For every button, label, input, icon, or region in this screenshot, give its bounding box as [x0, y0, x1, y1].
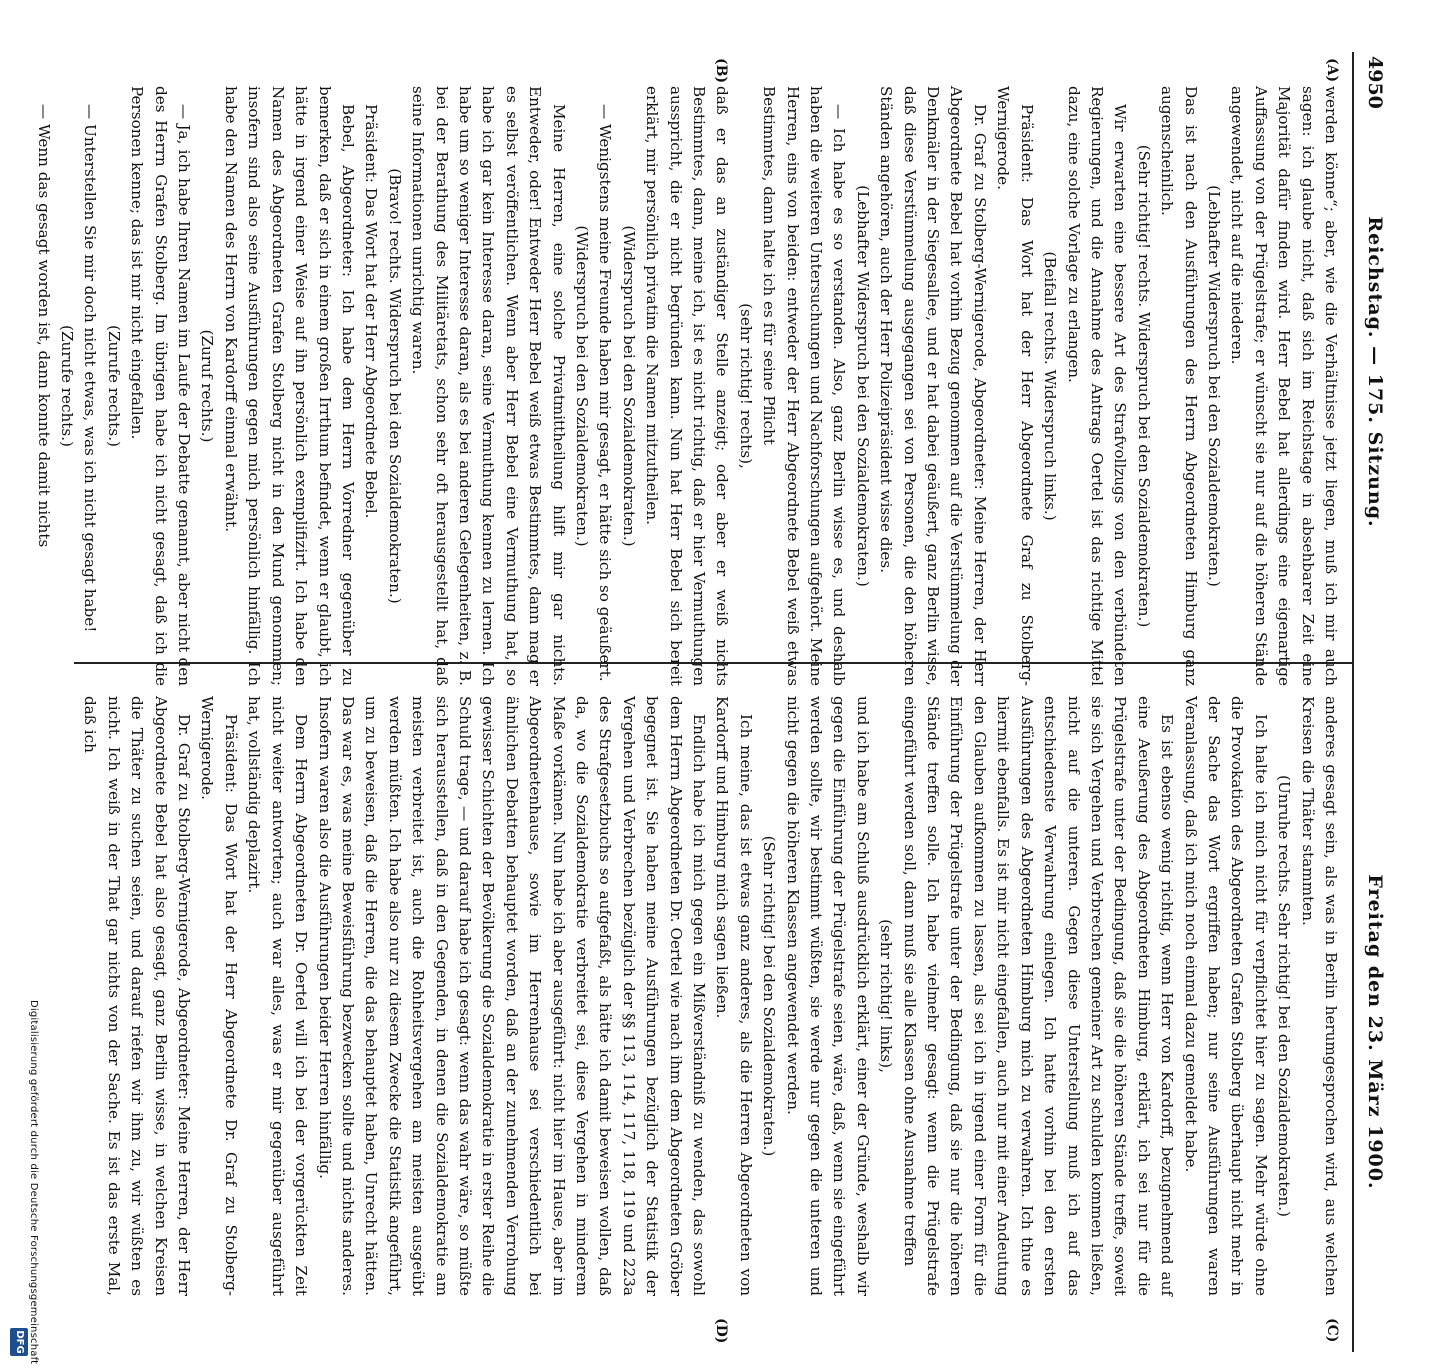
paragraph: und ich habe am Schluß ausdrücklich erklärt, einer der Gründe, weshalb wir gegen die Einführung der Prügelstrafe seien, wäre, daß, wenn sie eingeführt werden sollte, wir bestimmt wüßten, sie werde nur gegen die unteren und nicht gegen die höheren Klassen angewendet werden. [783, 696, 872, 1296]
margin-marker-d: (D) [713, 1318, 729, 1344]
paragraph: — Ich habe es so verstanden. Also, ganz Berlin wisse es, und deshalb haben die weiteren Untersuchungen und Nachforschungen aufgehört. Meine Herren, eins von beiden: entweder der Herr Abgeordnete Bebel weiß etwas Bestimmtes, dann halte ich es für seine Pflicht [760, 86, 849, 686]
paragraph: Präsident: Das Wort hat der Herr Abgeordnete Graf zu Stolberg-Wernigerode. [994, 86, 1036, 686]
page-header [1356, 52, 1386, 1190]
paragraph: Dem Herrn Abgeordneten Dr. Oertel will ich bei der vorgerückten Zeit nicht weiter antworten; auch war alles, was er mir gegenüber ausgeführt hat, vollständig deplazirt. [245, 696, 311, 1296]
session-title: Reichstag. — 175. Sitzung. [1364, 216, 1386, 528]
interjection: (Widerspruch bei den Sozialdemokraten.) [619, 225, 638, 547]
paragraph: — Unterstellen Sie mir doch nicht etwas, was ich nicht gesagt habe! [81, 104, 100, 633]
paragraph: Ich meine, das ist etwas ganz anderes, als die Herren Abgeordneten von Kardorff und Himburg mich sagen ließen. [713, 696, 755, 1296]
paragraph: Das ist nach den Ausführungen des Herrn Abgeordneten Himburg ganz augenscheinlich. [1158, 86, 1200, 686]
paragraph: — Wenigstens meine Freunde haben mir gesagt, er hätte sich so geäußert. [596, 104, 615, 682]
paragraph: Dr. Graf zu Stolberg-Wernigerode, Abgeordneter: Meine Herren, der Herr Abgeordnete Bebel hat also gesagt, ganz Berlin wisse, in welchen Kreisen die Thäter zu suchen seien, und darauf riefen wir ihm zu, wir wüßten es nicht. Ich weiß in der That gar nichts von der Sache. Es ist das erste Mal, daß ich [81, 696, 194, 1296]
interjection: (sehr richtig! rechts), [736, 303, 755, 469]
dfg-logo: DFG [10, 1328, 28, 1356]
page-number: 4950 [1364, 56, 1386, 109]
interjection: (Zuruf rechts.) [198, 329, 217, 443]
margin-marker-b: (B) [713, 58, 729, 84]
header-rule [1352, 52, 1354, 1352]
margin-marker-c: (C) [1324, 1318, 1340, 1343]
interjection: (Zurufe rechts.) [58, 325, 77, 447]
paragraph: — Ja, ich habe Ihren Namen im Laufe der Debatte genannt, aber nicht den des Herrn Grafen Stolberg. Im übrigen habe ich nicht gesagt, daß ich die Personen kenne; das ist mir nicht eingefallen. [128, 86, 194, 686]
paragraph: Bebel, Abgeordneter: Ich habe dem Herrn Vorredner gegenüber zu bemerken, daß er sich in einem großen Irrthum befindet, wenn er glaubt, ich hätte in irgend einer Weise auf ihn persönlich exemplifizirt. Ich habe den Namen des Abgeordneten Grafen Stolberg nicht in den Mund genommen; insofern sind also seine Ausführungen gegen mich persönlich hinfällig. Ich habe den Namen des Herrn von Kardorff einmal erwähnt. [221, 86, 357, 686]
interjection: (Sehr richtig! bei den Sozialdemokraten.) [760, 835, 779, 1157]
digitization-note: Digitalisierung gefördert durch die Deutsche Forschungsgemeinschaft [28, 1000, 39, 1365]
interjection: (Lebhafter Widerspruch bei den Sozialdemokraten.) [853, 185, 872, 587]
left-column [31, 86, 1342, 686]
margin-marker-a: (A) [1324, 58, 1340, 83]
paragraph: werden könne“; aber, wie die Verhältnisse jetzt liegen, muß ich mir auch sagen: ich glaube nicht, daß sich im Reichstage in absehbarer Zeit eine Majorität dafür finden wird. Herr Bebel hat allerdings eine eigenartige Auffassung von der Prügelstrafe; er wünscht sie nur auf die höheren Stände angewendet, nicht auf die niederen. [1228, 86, 1340, 686]
paragraph: Dr. Graf zu Stolberg-Wernigerode, Abgeordneter: Meine Herren, der Herr Abgeordnete Bebel hat vorhin Bezug genommen auf die Verstümmelung der Denkmäler in der Siegesallee, und er hat dabei geäußert, ganz Berlin wisse, daß diese Verstümmelung ausgegangen sei von Personen, die den höheren Ständen angehören, auch der Herr Polizeipräsident wisse dies. [877, 86, 989, 686]
paragraph: Wir erwarten eine bessere Art des Strafvollzugs von den verbündeten Regierungen, und die Annahme des Antrags Oertel ist das richtige Mittel dazu, eine solche Vorlage zu erlangen. [1064, 86, 1130, 686]
paragraph: Endlich habe ich mich gegen ein Mißverständniß zu wenden, das sowohl dem Herrn Abgeordneten Dr. Oertel wie nach ihm dem Abgeordneten Gröber begegnet ist. Sie haben meine Ausführungen bezüglich der Statistik der Vergehen und Verbrechen bezüglich der §§ 113, 114, 117, 118, 119 und 223a des Strafgesetzbuchs so aufgefaßt, als hätte ich damit beweisen wollen, daß da, wo die Sozialdemokratie verbreitet sei, diese Vergehen in minderem Maße vorkämen. Nun habe ich aber ausgeführt: nicht hier im Hause, aber im Abgeordnetenhause, sowie im Herrenhause sei verschiedentlich bei ähnlichen Debatten behauptet worden, daß an der zunehmenden Verrohung gewisser Schichten der Bevölkerung die Sozialdemokratie in erster Reihe die Schuld trage, — und darauf habe ich gesagt: wenn das wahr wäre, so müßte sich herausstellen, daß in den Gegenden, in denen die Sozialdemokratie am meisten verbreitet ist, auch die Rohheitsvergehen am meisten ausgeübt werden müßten. Ich habe also nur zu diesem Zwecke die Statistik angeführt, um zu beweisen, daß die Herren, die das behauptet haben, Unrecht hätten. Das war es, was meine Beweisführung bezwecken sollte und nichts anderes. Insofern waren also die Ausführungen beider Herren hinfällig. [315, 696, 709, 1296]
interjection: (Beifall rechts. Widerspruch links.) [1041, 251, 1060, 521]
interjection: (sehr richtig! links), [877, 919, 896, 1073]
interjection: (Zurufe rechts.) [104, 325, 123, 447]
paragraph: Meine Herren, eine solche Privatmittheilung hilft mir gar nichts. Entweder, oder! Entweder Herr Bebel weiß etwas Bestimmtes, dann mag er es selbst veröffentlichen. Wenn aber Herr Bebel eine Vermuthung hat, so habe ich gar kein Interesse daran, seine Vermuthung kennen zu lernen. Ich habe um so weniger Interesse daran, als es bei anderen Gelegenheiten, z. B. bei der Berathung des Militäretats, schon sehr oft herausgestellt hat, daß seine Informationen unrichtig waren. [409, 86, 568, 686]
paragraph: Ich halte ich mich nicht für verpflichtet hier zu sagen. Mehr würde ohne die Provokation des Abgeordneten Grafen Stolberg überhaupt nicht mehr in der Sache das Wort ergriffen haben; nur seine Ausführungen waren Veranlassung, daß ich mich noch einmal dazu gemeldet habe. [1181, 696, 1270, 1296]
paragraph: daß er das an zuständiger Stelle anzeigt; oder aber er weiß nichts Bestimmtes, dann, meine ich, ist es nicht richtig, daß er hier Vermuthungen ausspricht, die er nicht begründen kann. Nun hat Herr Bebel sich bereit erklärt, mir persönlich privatim die Namen mitzutheilen. [643, 86, 732, 686]
paragraph: — Wenn das gesagt worden ist, dann konnte damit nichts [34, 104, 53, 548]
paragraph: anderes gesagt sein, als was in Berlin herumgesprochen wird, aus welchen Kreisen die Thäter stammten. [1298, 696, 1340, 1296]
interjection: (Bravo! rechts. Widerspruch bei den Sozialdemokraten.) [385, 168, 404, 604]
interjection: (Widerspruch bei den Sozialdemokraten.) [573, 225, 591, 547]
right-column [78, 696, 1342, 1296]
interjection: (Sehr richtig! rechts. Widerspruch bei den Sozialdemokraten.) [1134, 144, 1153, 628]
session-date: Freitag den 23. März 1900. [1364, 874, 1386, 1190]
paragraph: Es ist ebenso wenig richtig, wenn Herr von Kardorff, bezugnehmend auf eine Aeußerung des Abgeordneten Himburg, erklärt, ich sei nur für die Prügelstrafe unter der Bedingung, daß sie die höheren Stände treffe, soweit sie sich Vergehen und Verbrechen gemeiner Art zu schulden kommen ließen, nicht auf die unteren. Gegen diese Unterstellung muß ich auf das entschiedenste Verwahrung einlegen. Ich hatte vorhin bei den ersten Ausführungen des Abgeordneten Himburg mich zu verwahren. Ich thue es hiermit ebenfalls. Es ist mir nicht eingefallen, auch nur mit einer Andeutung den Glauben aufkommen zu lassen, als sei ich in irgend einer Form für die Einführung der Prügelstrafe unter der Bedingung, daß sie nur die höheren Stände treffen solle. Ich habe vielmehr gesagt: wenn die Prügelstrafe eingeführt werden soll, dann muß sie alle Klassen ohne Ausnahme treffen [900, 696, 1177, 1296]
interjection: (Unruhe rechts. Sehr richtig! bei den Sozialdemokraten.) [1275, 775, 1294, 1217]
paragraph: Präsident: Das Wort hat der Herr Abgeordnete Bebel. [362, 104, 381, 519]
interjection: (Lebhafter Widerspruch bei den Sozialdemokraten.) [1204, 185, 1223, 587]
paragraph: Präsident: Das Wort hat der Herr Abgeordnete Dr. Graf zu Stolberg-Wernigerode. [198, 696, 240, 1296]
